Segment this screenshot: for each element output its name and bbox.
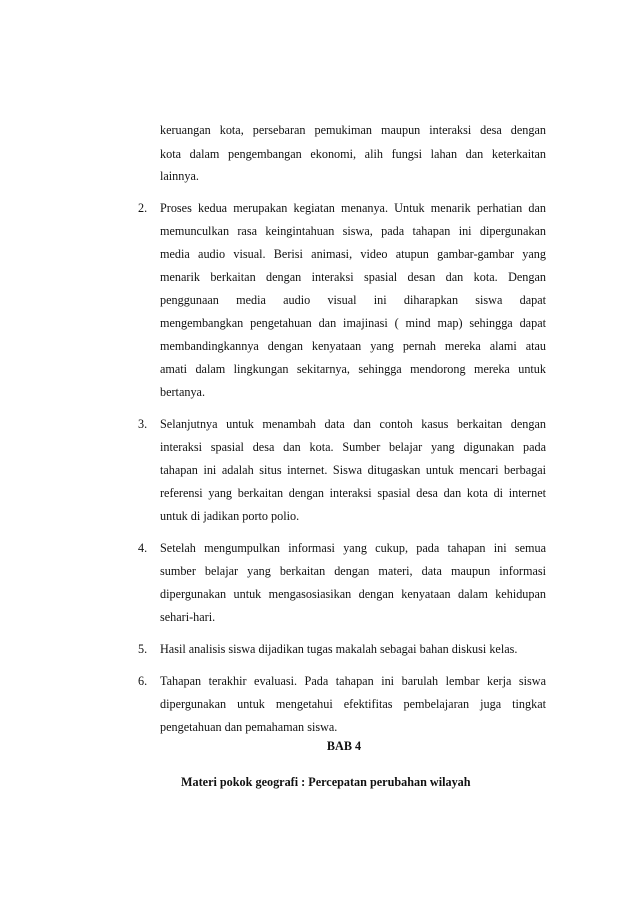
list-number: 2.	[138, 201, 148, 215]
paragraph-line: menarik berkaitan dengan interaksi spasial desan dan kota. Dengan	[160, 270, 546, 284]
paragraph-line: dipergunakan untuk mengetahui efektifitas pembelajaran juga tingkat	[160, 697, 546, 711]
paragraph-line: memunculkan rasa keingintahuan siswa, pada tahapan ini dipergunakan	[160, 224, 546, 238]
paragraph-line: Hasil analisis siswa dijadikan tugas makalah sebagai bahan diskusi kelas.	[160, 642, 518, 656]
list-number: 4.	[138, 541, 148, 555]
chapter-title: BAB 4	[326, 739, 362, 753]
paragraph-line: lainnya.	[160, 169, 199, 183]
paragraph-line: media audio visual. Berisi animasi, video atupun gambar-gambar yang	[160, 247, 546, 261]
chapter-subtitle: Materi pokok geografi : Percepatan perubahan wilayah	[181, 775, 471, 789]
list-number: 5.	[138, 642, 148, 656]
paragraph-line: Setelah mengumpulkan informasi yang cukup, pada tahapan ini semua	[160, 541, 546, 555]
paragraph-line: Proses kedua merupakan kegiatan menanya. Untuk menarik perhatian dan	[160, 201, 546, 215]
paragraph-line: dipergunakan untuk mengasosiasikan dengan kenyataan dalam kehidupan	[160, 587, 546, 601]
paragraph-line: keruangan kota, persebaran pemukiman maupun interaksi desa dengan	[160, 123, 546, 137]
paragraph-line: tahapan ini adalah situs internet. Siswa ditugaskan untuk mencari berbagai	[160, 463, 546, 477]
paragraph-line: interaksi spasial desa dan kota. Sumber belajar yang digunakan pada	[160, 440, 546, 454]
paragraph-line: sehari-hari.	[160, 610, 216, 624]
paragraph-line: membandingkannya dengan kenyataan yang pernah mereka alami atau	[160, 339, 546, 353]
paragraph-line: pengetahuan dan pemahaman siswa.	[160, 720, 338, 734]
paragraph-line: Tahapan terakhir evaluasi. Pada tahapan ini barulah lembar kerja siswa	[160, 674, 546, 688]
paragraph-line: sumber belajar yang berkaitan dengan materi, data maupun informasi	[160, 564, 546, 578]
paragraph-line: Selanjutnya untuk menambah data dan contoh kasus berkaitan dengan	[160, 417, 546, 431]
paragraph-line: penggunaan media audio visual ini diharapkan siswa dapat	[160, 293, 546, 307]
list-number: 6.	[138, 674, 148, 688]
list-number: 3.	[138, 417, 148, 431]
paragraph-line: mengembangkan pengetahuan dan imajinasi ( mind map) sehingga dapat	[160, 316, 546, 330]
paragraph-line: referensi yang berkaitan dengan interaksi spasial desa dan kota di internet	[160, 486, 546, 500]
paragraph-line: amati dalam lingkungan sekitarnya, sehingga mendorong mereka untuk	[160, 362, 546, 376]
paragraph-line: bertanya.	[160, 385, 206, 399]
paragraph-line: kota dalam pengembangan ekonomi, alih fungsi lahan dan keterkaitan	[160, 147, 546, 161]
paragraph-line: untuk di jadikan porto polio.	[160, 509, 300, 523]
